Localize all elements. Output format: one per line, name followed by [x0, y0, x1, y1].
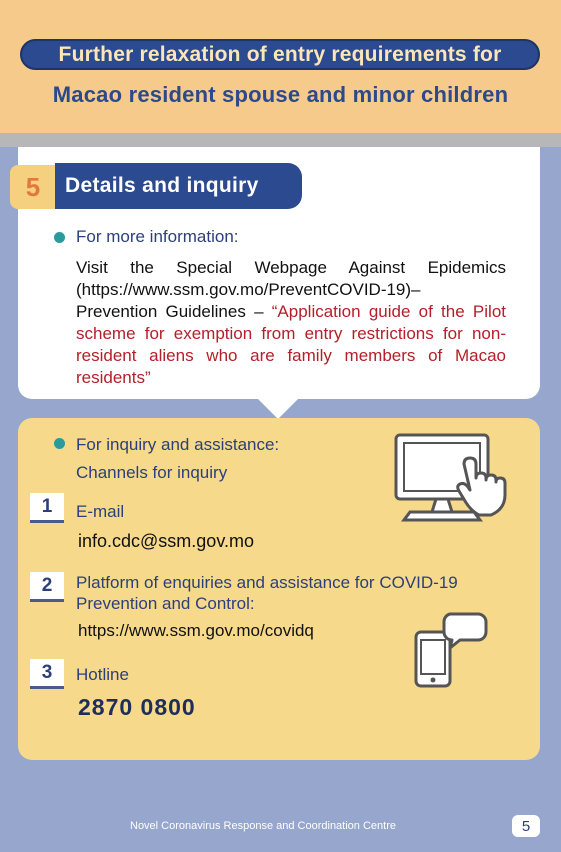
- header-divider-band: [0, 133, 561, 147]
- item-number-2: 2: [30, 572, 64, 602]
- title-line-1: Further relaxation of entry requirements for: [20, 39, 540, 70]
- section-number: 5: [10, 165, 56, 209]
- computer-click-icon: [388, 430, 508, 524]
- email-address-link[interactable]: info.cdc@ssm.gov.mo: [78, 531, 254, 551]
- bullet-dot-icon: [54, 232, 65, 243]
- phone-chat-icon: [410, 610, 488, 690]
- section-title: Details and inquiry: [55, 163, 302, 209]
- item-number-1: 1: [30, 493, 64, 523]
- platform-label: Platform of enquiries and assistance for COVID-19 Prevention and Control:: [76, 573, 458, 613]
- inquiry-subtitle: Channels for inquiry: [76, 463, 228, 482]
- title-line-2: Macao resident spouse and minor children: [52, 82, 509, 107]
- hotline-label: Hotline: [76, 665, 129, 684]
- bullet-dot-icon: [54, 438, 65, 449]
- platform-url-link[interactable]: https://www.ssm.gov.mo/covidq: [78, 621, 314, 640]
- inquiry-label: For inquiry and assistance:: [76, 435, 280, 454]
- more-info-plain-text: Visit the Special Webpage Against Epidemics (https://www.ssm.gov.mo/PreventCOVID-19)– Prevention Guidelines –: [76, 258, 506, 321]
- footer-organization: Novel Coronavirus Response and Coordination Centre: [130, 820, 396, 832]
- info-card-pointer: [256, 397, 300, 419]
- hotline-number[interactable]: 2870 0800: [78, 694, 196, 720]
- email-label: E-mail: [76, 502, 125, 521]
- guide-title-link[interactable]: “Application guide of the Pilot scheme for exemption from entry restrictions for non-resident aliens who are family members of Macao residents”: [76, 302, 506, 387]
- item-number-3: 3: [30, 659, 64, 689]
- page-number: 5: [512, 815, 540, 837]
- more-info-label: For more information:: [76, 227, 239, 246]
- more-info-text: [76, 257, 506, 389]
